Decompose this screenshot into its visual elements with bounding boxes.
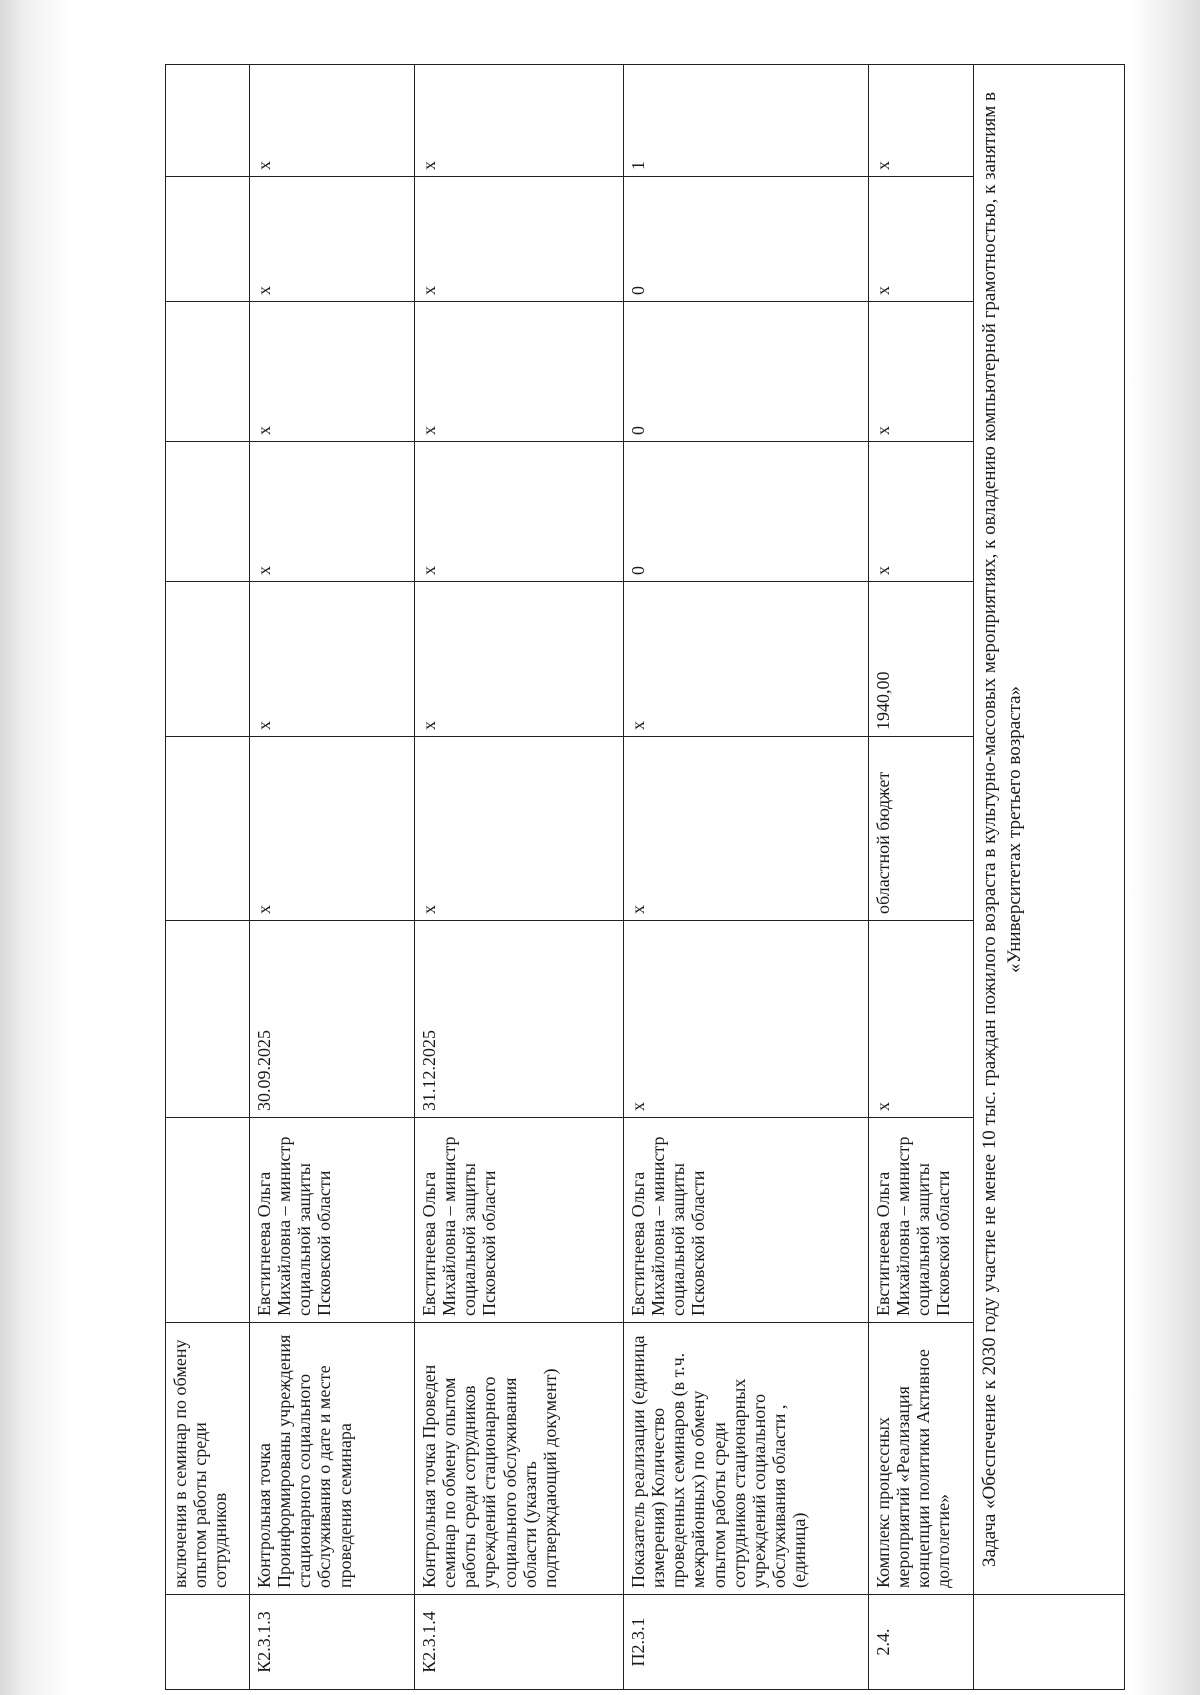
cell-year-4: х — [415, 65, 624, 177]
cell-source: х — [250, 737, 415, 921]
cell-year-3: 0 — [624, 177, 869, 302]
cell-year-4: 1 — [624, 65, 869, 177]
cell-year-1: х — [250, 442, 415, 582]
cell-num: П2.3.1 — [624, 1595, 869, 1690]
cell-year-4: х — [869, 65, 974, 177]
scan-shadow-right — [1130, 0, 1200, 1695]
cell-year-1 — [166, 442, 250, 582]
task-heading: Задача «Обеспечение к 2030 году участие не менее 10 тыс. граждан пожилого возраста в культурно-массовых мероприятиях, к овладению компьютерной грамотностью, к занятиям в «Университетах третьего возраста» — [974, 65, 1125, 1595]
cell-responsible: Евстигнеева Ольга Михайловна – министр социальной защиты Псковской области — [415, 1118, 624, 1323]
cell-year-1: 0 — [624, 442, 869, 582]
cell-date: 31.12.2025 — [415, 921, 624, 1118]
cell-year-3 — [166, 177, 250, 302]
scan-shadow-left — [0, 0, 70, 1695]
cell-name: Показатель реализации (единица измерения) Количество проведенных семинаров (в т.ч. межрайонных) по обмену опытом работы среди сотрудников стационарных учреждений социального обслуживания области , (единица) — [624, 1323, 869, 1595]
cell-total: х — [415, 582, 624, 737]
cell-total: 1940,00 — [869, 582, 974, 737]
cell-year-2: х — [415, 302, 624, 442]
cell-name: Контрольная точка Проинформированы учреждения стационарного социального обслуживания о дате и месте проведения семинара — [250, 1323, 415, 1595]
table-row — [250, 65, 415, 1690]
table-row-continuation — [166, 65, 250, 1690]
cell-year-2: х — [869, 302, 974, 442]
cell-year-2: 0 — [624, 302, 869, 442]
cell-name: включения в семинар по обмену опытом работы среди сотрудников — [166, 1323, 250, 1595]
cell-year-1: х — [415, 442, 624, 582]
cell-year-2 — [166, 302, 250, 442]
cell-year-4: х — [250, 65, 415, 177]
cell-name: Комплекс процессных мероприятий «Реализация концепции политики Активное долголетие» — [869, 1323, 974, 1595]
cell-source: х — [624, 737, 869, 921]
cell-year-3: х — [415, 177, 624, 302]
plan-table — [165, 64, 1125, 1690]
cell-year-3: х — [250, 177, 415, 302]
table-row — [415, 65, 624, 1690]
cell-date: 30.09.2025 — [250, 921, 415, 1118]
cell-source — [166, 737, 250, 921]
cell-year-2: х — [250, 302, 415, 442]
cell-year-3: х — [869, 177, 974, 302]
cell-num: 2.4. — [869, 1595, 974, 1690]
cell-year-4 — [166, 65, 250, 177]
table-row — [624, 65, 869, 1690]
cell-responsible — [166, 1118, 250, 1323]
cell-source: областной бюджет — [869, 737, 974, 921]
cell-date — [166, 921, 250, 1118]
cell-total — [166, 582, 250, 737]
cell-date: х — [624, 921, 869, 1118]
cell-num: К2.3.1.4 — [415, 1595, 624, 1690]
cell-source: х — [415, 737, 624, 921]
cell-responsible: Евстигнеева Ольга Михайловна – министр социальной защиты Псковской области — [250, 1118, 415, 1323]
cell-num: К2.3.1.3 — [250, 1595, 415, 1690]
cell-num — [974, 1595, 1125, 1690]
cell-num — [166, 1595, 250, 1690]
rotated-table-sheet — [165, 65, 1105, 1690]
cell-responsible: Евстигнеева Ольга Михайловна – министр социальной защиты Псковской области — [624, 1118, 869, 1323]
table-row-task — [974, 65, 1125, 1690]
cell-date: х — [869, 921, 974, 1118]
cell-total: х — [250, 582, 415, 737]
table-row — [869, 65, 974, 1690]
cell-responsible: Евстигнеева Ольга Михайловна – министр социальной защиты Псковской области — [869, 1118, 974, 1323]
cell-name: Контрольная точка Проведен семинар по обмену опытом работы среди сотрудников учреждений стационарного социального обслуживания области (указать подтверждающий документ) — [415, 1323, 624, 1595]
cell-year-1: х — [869, 442, 974, 582]
cell-total: х — [624, 582, 869, 737]
